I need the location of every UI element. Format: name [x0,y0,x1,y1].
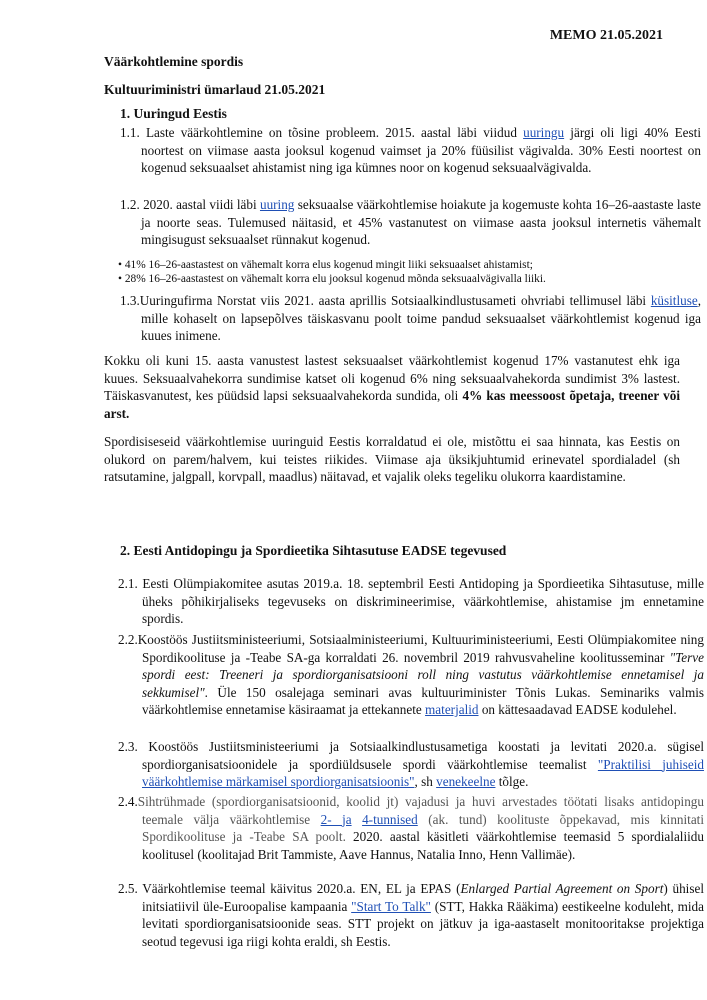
statistics-bullet-list [118,258,678,286]
list-item: • 28% 16–26-aastastest on vähemalt korra elu jooksul kogenud mõnda seksuaalvägivalla liiki. [118,273,546,285]
paragraph-2-1: 2.1. Eesti Olümpiakomitee asutas 2019.a. 18. septembril Eesti Antidoping ja Spordieetika Sihtasutuse, mille üheks põhikirjaliseks tegevuseks on diskrimineerimise, väärkohtlemise, ahistamise jm ennetamine spordis. [118,576,704,626]
paragraph-1-2: 1.2. 2020. aastal viidi läbi uuring seksuaalse väärkohtlemise hoiakute ja kogemuste kohta 16–26-aastaste laste ja noorte seas. Tulemused näitasid, et 45% vastanutest on viimase aasta jooksul internetis vähemalt mingisugust seksuaalset rünnakut kogenud. [120,197,701,247]
kusitluse-link[interactable]: küsitluse [650,293,698,308]
epas-name: Enlarged Partial Agreement on Sport [460,881,664,896]
paragraph-number: 1.3. [120,293,140,308]
uuringu-link[interactable]: uuringu [523,125,565,140]
materjalid-link[interactable]: materjalid [425,702,479,717]
paragraph-1-1: 1.1. Laste väärkohtlemine on tõsine probleem. 2015. aastal läbi viidud uuringu järgi oli ligi 40% Eesti noortest on viimase aasta jooksul kogenud vaimset ja 20% füüsilist vägivalda. 30% Eesti noortest on kogenud seksuaalset ahistamist ning iga kümnes noor on kogenud seksuaalvägivalda. [120,125,701,175]
bold-statement: 4% kas meessoost õpetaja, treener või arst. [104,388,680,421]
document-title: Väärkohtlemine spordis [104,54,244,69]
paragraph-1-3: 1.3.Uuringufirma Norstat viis 2021. aasta aprillis Sotsiaalkindlustusameti ohvriabi tellimusel läbi küsitluse, mille kohaselt on lapsepõlves täiskasvanu poolt toime pandud seksuaalset väärkohtlemist kogenud iga kuues inimene. [120,293,701,343]
paragraph-number: 2.5. [118,881,138,896]
memo-date: MEMO 21.05.2021 [549,28,663,43]
start-to-talk-link[interactable]: "Start To Talk" [351,898,431,914]
uuring-link[interactable]: uuring [259,197,295,212]
paragraph-2-3: 2.3. Koostöös Justiitsministeeriumi ja Sotsiaalkindlustusametiga koostati ja levitati 2020.a. sügisel spordiorganisatsioonidele ja spordiüldsusele spordi väärkohtlemise teemalist "Praktilisi juhiseid väärkohtlemise märkamisel spordiorganisatsioonis", sh venekeelne tõlge. [118,739,704,789]
paragraph-number: 1.2. [120,197,140,212]
section-1-heading: 1. Uuringud Eestis [120,106,227,121]
four-hour-course-link[interactable]: 4-tunnised [362,811,418,827]
section-2-heading: 2. Eesti Antidopingu ja Spordieetika Sihtasutuse EADSE tegevused [120,543,507,558]
paragraph-number: 1.1. [120,125,140,140]
seminar-title: "Terve spordi eest: Treeneri ja spordiorganisatsiooni roll ning vastutus väärkohtlemise ennetamisel ja sekkumisel" [142,649,704,700]
paragraph-kokku: Kokku oli kuni 15. aasta vanustest lastest seksuaalset väärkohtlemist kogenud 17% vastanutest ehk iga kuues. Seksuaalvahekorra sundimise katset oli kogenud 6% ning seksuaalvahekorda sundimist 3% lastest. Täiskasvanutest, kes püüdsid lapsi seksuaalvahekorda sundida, oli 4% kas meessoost õpetaja, treener või arst. [104,353,680,421]
paragraph-2-5: 2.5. Väärkohtlemise teemal käivitus 2020.a. EN, EL ja EPAS (Enlarged Partial Agreement on Sport) ühisel initsiatiivil üle-Euroopalise kampaania "Start To Talk" (STT, Hakka Rääkima) eestikeelne koduleht, mida levitati spordiorganisatsioonide seas. STT projekt on jätkuv ja iga-aastaselt monitooritakse projektiga seotud tegevusi iga riigi kohta eraldi, sh Eestis. [118,881,704,949]
venekeelne-link[interactable]: venekeelne [436,774,496,789]
praktilisi-juhiseid-link[interactable]: "Praktilisi juhiseid väärkohtlemise märkamisel spordiorganisatsioonis" [142,756,704,789]
paragraph-number: 2.2. [118,632,138,647]
paragraph-number: 2.4. [118,794,138,809]
paragraph-2-2: 2.2.Koostöös Justiitsministeeriumi, Sotsiaalministeeriumi, Kultuuriministeeriumi, Eesti Olümpiakomitee ning Spordikoolituse ja -Teabe SA-ga korraldati 26. novembril 2019 rahvusvaheline koolitusseminar "Terve spordi eest: Treeneri ja spordiorganisatsiooni roll ning vastutus väärkohtlemise ennetamisel ja sekkumisel". Üle 150 osalejaga seminari avas kultuuriminister Tõnis Lukas. Seminariks valmis väärkohtlemise ennetamise käsiraamat ja ettekannete materjalid on kättesaadavad EADSE kodulehel. [118,632,704,717]
paragraph-spordisiseseid: Spordisiseseid väärkohtlemise uuringuid Eestis korraldatud ei ole, mistõttu ei saa hinnata, kas Eestis on olukord on parem/halvem, kui teistes riikides. Viimase aja üksikjuhtumid erinevatel spordialadel (sh ratsutamine, jalgpall, korvpall, maadlus) näitavad, et vajalik oleks tegeliku olukorra kaardistamine. [104,434,680,484]
document-subtitle: Kultuuriministri ümarlaud 21.05.2021 [104,82,326,97]
paragraph-number: 2.3. [118,739,138,754]
list-item: • 41% 16–26-aastastest on vähemalt korra elus kogenud mingit liiki seksuaalset ahistamist; [118,259,533,271]
two-hour-course-link[interactable]: 2- ja [320,811,352,827]
paragraph-2-4: 2.4.Sihtrühmade (spordiorganisatsioonid, koolid jt) vajadusi ja huvi arvestades töötati lisaks antidopingu teemale välja väärkohtlemise 2- ja 4-tunnised (ak. tund) koolituste õppekavad, mis kinnitati Spordikoolituse ja -Teabe SA poolt. 2020. aastal käsitleti väärkohtlemise teemasid 5 spordialaliidu koolitusel (koolitajad Brit Tammiste, Aave Hannus, Natalia Inno, Henn Vallimäe). [118,794,705,862]
paragraph-number: 2.1. [118,576,138,591]
